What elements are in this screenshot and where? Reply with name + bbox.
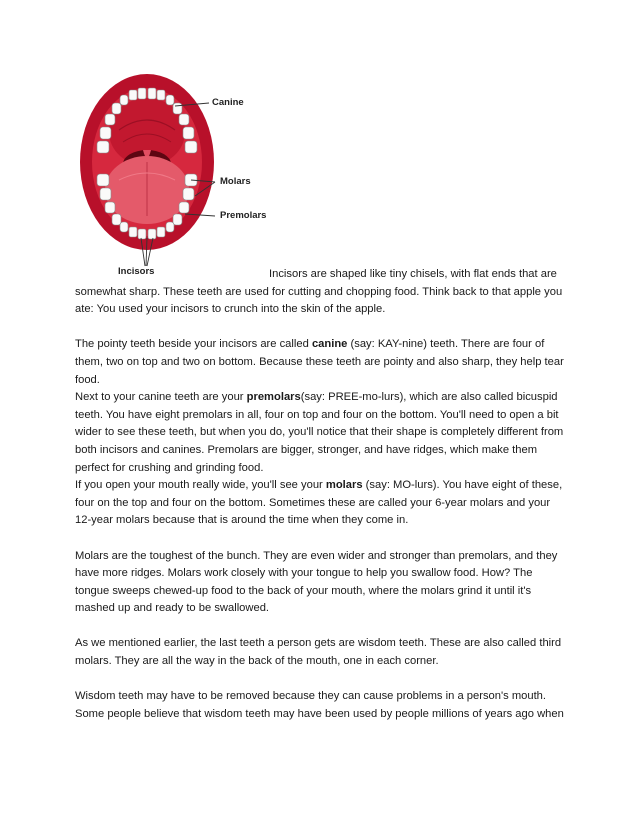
- label-molars: Molars: [220, 176, 251, 187]
- paragraph-premolars: Next to your canine teeth are your premolars(say: PREE-mo-lurs), which are also called bicuspid teeth. You have eight premolars in all, four on top and four on the bottom. You'll need to open a bit wider to see these teeth, but when you do, you'll notice that their shape is completely different from both incisors and canines. Premolars are bigger, stronger, and have ridges, which make them perfect for crushing and grinding food.: [75, 391, 564, 474]
- term-canine: canine: [311, 338, 348, 351]
- paragraph-molars: If you open your mouth really wide, you'll see your molars (say: MO-lurs). You have eight of these, four on the top and four on the bottom. Sometimes these are called your 6-year molars and your 12-year molars because that is around the time when they come in.: [75, 479, 563, 527]
- mouth-diagram: [75, 70, 305, 280]
- paragraph-incisors: Incisors are shaped like tiny chisels, with flat ends that are somewhat sharp. These teeth are used for cutting and chopping food. Think back to that apple you ate: You used your incisors to crunch into the skin of the apple.: [75, 268, 563, 316]
- term-premolars: premolars: [246, 391, 301, 404]
- paragraph-wisdom-teeth: As we mentioned earlier, the last teeth a person gets are wisdom teeth. These are also called third molars. They are all the way in the back of the mouth, one in each corner.: [75, 637, 562, 668]
- article-body: [75, 266, 565, 723]
- label-incisors: Incisors: [118, 266, 155, 277]
- label-canine: Canine: [212, 97, 244, 108]
- label-premolars: Premolars: [220, 210, 267, 221]
- paragraph-molars-toughest: Molars are the toughest of the bunch. They are even wider and stronger than premolars, and they have more ridges. Molars work closely with your tongue to help you swallow food. How? The tongue sweeps chewed-up food to the back of your mouth, where the molars grind it until it's mashed up and ready to be swallowed.: [75, 549, 558, 615]
- paragraph-wisdom-removal: Wisdom teeth may have to be removed because they can cause problems in a person's mouth. Some people believe that wisdom teeth may have been used by people millions of years ago when: [75, 690, 564, 720]
- mouth-illustration: [75, 70, 305, 280]
- paragraph-canine: The pointy teeth beside your incisors are called canine (say: KAY-nine) teeth. There are four of them, two on top and two on bottom. Because these teeth are pointy and also sharp, they help tear food.: [75, 338, 564, 386]
- term-molars: molars: [325, 479, 363, 492]
